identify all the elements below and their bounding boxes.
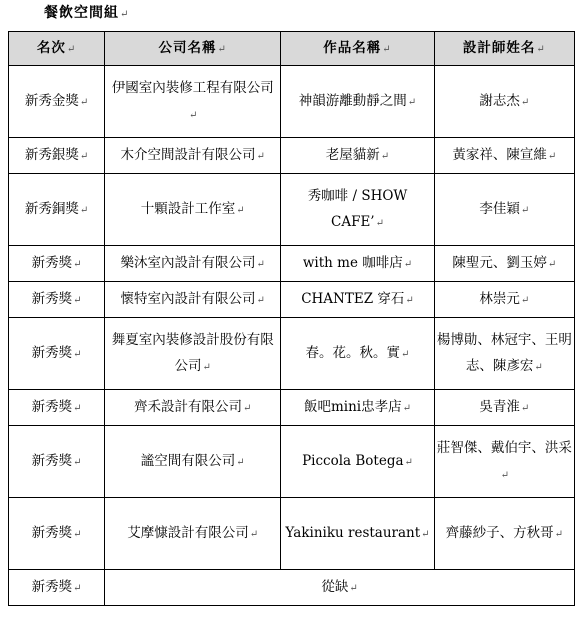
rank-text: 新秀金獎 (24, 92, 79, 109)
paragraph-mark-icon: ↵ (405, 294, 414, 306)
paragraph-mark-icon: ↵ (73, 528, 82, 540)
company-text: 懷特室內設計有限公司 (120, 290, 256, 307)
designer-text: 黃家祥、陳宣維 (452, 146, 547, 163)
work-text: CHANTEZ 穿石 (301, 290, 405, 307)
rank-cell (9, 174, 105, 246)
paragraph-mark-icon: ↵ (375, 217, 384, 229)
designer-cell (434, 66, 574, 138)
designer-text: 陳聖元、劉玉婷 (452, 254, 547, 271)
work-text: 春。花。秋。實 (305, 344, 401, 361)
header-designer (434, 32, 574, 66)
work-text: with me 咖啡店 (302, 254, 403, 271)
paragraph-mark-icon: ↵ (243, 402, 252, 414)
paragraph-mark-icon: ↵ (520, 96, 530, 108)
paragraph-mark-icon: ↵ (404, 456, 413, 468)
work-cell (281, 66, 435, 138)
rank-cell (9, 138, 105, 174)
designer-text: 楊博勛、林冠宇、王明志、陳彥宏 (436, 331, 572, 374)
header-row (9, 32, 575, 66)
paragraph-mark-icon: ↵ (217, 43, 227, 55)
designer-cell (434, 318, 574, 390)
paragraph-mark-icon: ↵ (202, 361, 211, 373)
paragraph-mark-icon: ↵ (401, 348, 410, 360)
work-text: 神韻游離動靜之間 (298, 92, 407, 109)
work-cell (281, 246, 435, 282)
paragraph-mark-icon: ↵ (73, 456, 82, 468)
company-cell (105, 282, 281, 318)
paragraph-mark-icon: ↵ (256, 150, 265, 162)
table-row (9, 138, 575, 174)
table-row (9, 318, 575, 390)
work-text: 秀咖啡 / SHOW CAFE’ (307, 187, 408, 230)
company-text: 十顆設計工作室 (140, 200, 236, 217)
table-row (9, 282, 575, 318)
rank-text: 新秀銅獎 (24, 200, 79, 217)
section-title-text: 餐飲空間組 (44, 5, 119, 21)
paragraph-mark-icon: ↵ (520, 402, 530, 414)
paragraph-mark-icon: ↵ (520, 294, 530, 306)
table-row (9, 426, 575, 498)
company-cell (105, 498, 281, 570)
vacant-cell (105, 570, 575, 606)
paragraph-mark-icon: ↵ (189, 109, 198, 121)
rank-text: 新秀獎 (31, 524, 73, 541)
paragraph-mark-icon: ↵ (402, 402, 411, 414)
rank-text: 新秀獎 (31, 254, 73, 271)
paragraph-mark-icon: ↵ (403, 258, 413, 270)
rank-text: 新秀獎 (31, 344, 73, 361)
company-cell (105, 174, 281, 246)
designer-cell (434, 426, 574, 498)
header-work (281, 32, 435, 66)
header-rank-label: 名次 (36, 39, 66, 56)
paragraph-mark-icon: ↵ (421, 528, 430, 540)
paragraph-mark-icon: ↵ (236, 204, 245, 216)
rank-cell (9, 570, 105, 606)
designer-cell (434, 498, 574, 570)
paragraph-mark-icon: ↵ (79, 96, 89, 108)
company-text: 樂沐室內設計有限公司 (120, 254, 256, 271)
paragraph-mark-icon: ↵ (73, 582, 82, 594)
company-cell (105, 426, 281, 498)
paragraph-mark-icon: ↵ (536, 43, 546, 55)
designer-text: 林崇元 (479, 290, 520, 307)
paragraph-mark-icon: ↵ (249, 528, 259, 540)
paragraph-mark-icon: ↵ (407, 96, 417, 108)
paragraph-mark-icon: ↵ (79, 150, 89, 162)
paragraph-mark-icon: ↵ (500, 469, 510, 481)
table-row (9, 390, 575, 426)
designer-text: 齊藤紗子、方秋哥 (445, 524, 554, 541)
work-text: 飯吧mini忠孝店 (303, 398, 402, 415)
company-text: 木介空間設計有限公司 (120, 146, 256, 163)
designer-cell (434, 282, 574, 318)
paragraph-mark-icon: ↵ (547, 150, 557, 162)
rank-cell (9, 498, 105, 570)
company-cell (105, 246, 281, 282)
header-rank (9, 32, 105, 66)
vacant-text: 從缺 (321, 578, 349, 595)
designer-cell (434, 390, 574, 426)
rank-text: 新秀獎 (31, 398, 73, 415)
company-text: 伊國室內裝修工程有限公司 (111, 79, 274, 96)
company-cell (105, 66, 281, 138)
paragraph-mark-icon: ↵ (256, 294, 265, 306)
paragraph-mark-icon: ↵ (73, 294, 82, 306)
table-row-vacant (9, 570, 575, 606)
table-row (9, 174, 575, 246)
rank-text: 新秀銀獎 (24, 146, 79, 163)
header-designer-label: 設計師姓名 (462, 39, 536, 56)
designer-text: 謝志杰 (479, 92, 520, 109)
work-cell (281, 498, 435, 570)
rank-cell (9, 246, 105, 282)
awards-table (8, 31, 575, 606)
work-cell (281, 426, 435, 498)
paragraph-mark-icon: ↵ (236, 456, 245, 468)
paragraph-mark-icon: ↵ (66, 43, 77, 55)
work-text: Yakiniku restaurant (285, 524, 421, 541)
paragraph-mark-icon: ↵ (380, 150, 390, 162)
designer-cell (434, 138, 574, 174)
rank-cell (9, 66, 105, 138)
section-title (44, 2, 129, 22)
rank-text: 新秀獎 (31, 290, 73, 307)
designer-text: 李佳穎 (479, 200, 520, 217)
company-text: 謐空間有限公司 (140, 452, 236, 469)
rank-cell (9, 426, 105, 498)
company-text: 齊禾設計有限公司 (134, 398, 243, 415)
header-work-label: 作品名稱 (323, 39, 382, 56)
work-cell (281, 174, 435, 246)
paragraph-mark-icon: ↵ (256, 258, 265, 270)
paragraph-mark-icon: ↵ (520, 204, 530, 216)
paragraph-mark-icon: ↵ (382, 43, 392, 55)
rank-cell (9, 318, 105, 390)
paragraph-mark-icon: ↵ (73, 402, 82, 414)
rank-text: 新秀獎 (31, 578, 73, 595)
paragraph-mark-icon: ↵ (73, 258, 82, 270)
paragraph-mark-icon: ↵ (554, 528, 564, 540)
paragraph-mark-icon: ↵ (73, 348, 82, 360)
work-cell (281, 138, 435, 174)
table-row (9, 66, 575, 138)
work-cell (281, 282, 435, 318)
company-cell (105, 318, 281, 390)
work-cell (281, 318, 435, 390)
paragraph-mark-icon: ↵ (349, 582, 358, 594)
paragraph-mark-icon: ↵ (120, 9, 130, 20)
designer-cell (434, 174, 574, 246)
company-text: 舞夏室內裝修設計股份有限公司 (111, 331, 274, 374)
table-row (9, 498, 575, 570)
company-cell (105, 138, 281, 174)
rank-text: 新秀獎 (31, 452, 73, 469)
work-text: 老屋貓新 (325, 146, 380, 163)
paragraph-mark-icon: ↵ (79, 204, 89, 216)
header-company (105, 32, 281, 66)
work-cell (281, 390, 435, 426)
rank-cell (9, 390, 105, 426)
designer-text: 吳青淮 (479, 398, 520, 415)
table-row (9, 246, 575, 282)
designer-text: 莊智傑、戴伯宇、洪采 (436, 439, 572, 456)
work-text: Piccola Botega (302, 452, 404, 469)
company-cell (105, 390, 281, 426)
company-text: 艾摩慷設計有限公司 (127, 524, 249, 541)
designer-cell (434, 246, 574, 282)
header-company-label: 公司名稱 (158, 39, 217, 56)
rank-cell (9, 282, 105, 318)
paragraph-mark-icon: ↵ (534, 361, 543, 373)
paragraph-mark-icon: ↵ (547, 258, 557, 270)
